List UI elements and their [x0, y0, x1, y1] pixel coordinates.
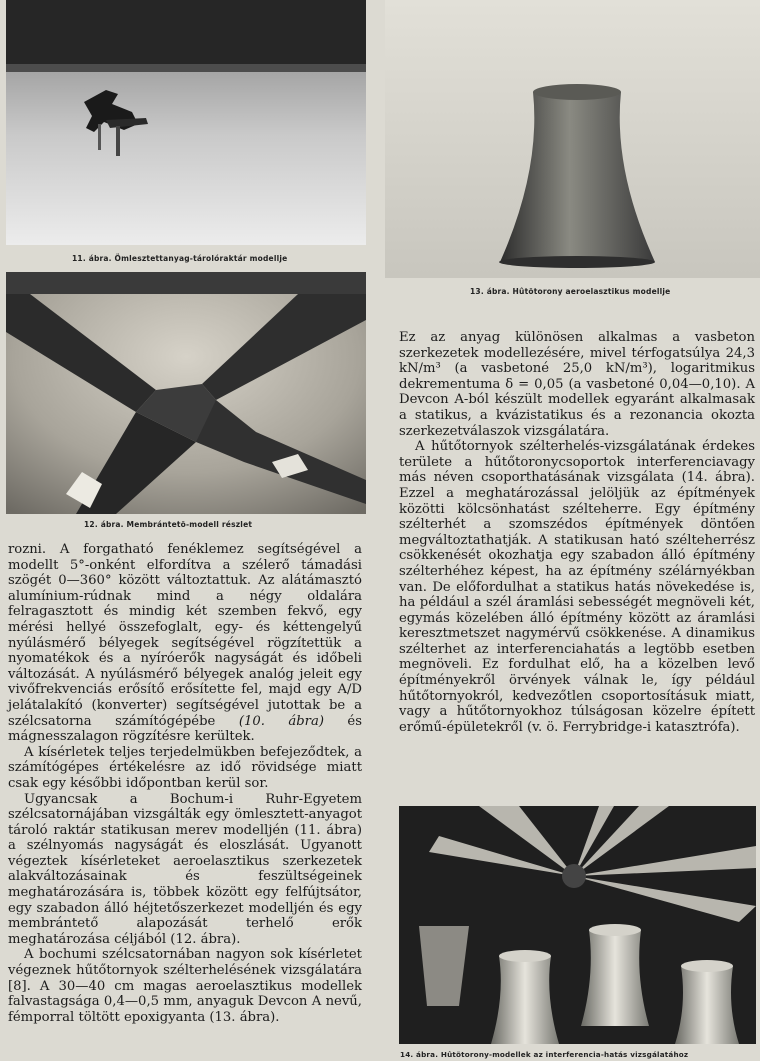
figure-12-caption: 12. ábra. Membrántetõ-modell részlet: [84, 520, 253, 529]
figure-14-caption: 14. ábra. Hûtõtorony-modellek az interferencia-hatás vizsgálatához: [400, 1050, 689, 1059]
left-paragraph-4: A bochumi szélcsatornában nagyon sok kísérletet végeznek hűtőtornyok szélterhelésének vizsgálatára [8]. A 30—40 cm magas aeroelasztikus modellek falvastagsága 0,4—0,5 mm, anyaguk Devcon A nevű, fémporral töltött epoxigyanta (13. ábra).: [8, 947, 362, 1025]
figure-10-reference: (10. ábra): [238, 713, 324, 729]
right-paragraph-2: A hűtőtornyok szélterhelés-vizsgálatának érdekes területe a hűtőtoronycsoportok interferenciavagy más néven csoporthatásának vizsgálata (14. ábra). Ezzel a meghatározással jelöljük az építmények közötti kölcsönhatást szélteherre. Egy építmény szélterhét a szomszédos építmények döntően megváltoztathatják. A statikusan ható szélteherrész csökkenését okozhatja egy szabadon álló építmény szélterhéhez képest, ha az építmény szélárnyékban van. De előfordulhat a statikus hatás növekedése is, ha például a szél áramlási sebességét megnöveli két, egymás közelében álló építmény között az áramlási keresztmetszet nagymérvű csökkenése. A dinamikus szélterhet az interferenciahatás a legtöbb esetben megnöveli. Ez fordulhat elő, ha a közelben levő építményekről örvények válnak le, így például hűtőtornyokról, kedvezőtlen csoportosításuk miatt, vagy a hűtőtornyokhoz túlságosan közelre épített erőmű-épületekről (v. ö. Ferrybridge-i katasztrófa).: [399, 439, 755, 735]
figure-13-caption: 13. ábra. Hûtõtorony aeroelasztikus modellje: [470, 287, 671, 296]
left-paragraph-3: Ugyancsak a Bochum-i Ruhr-Egyetem szélcsatornájában vizsgálták egy ömlesztett-anyagot tároló raktár statikusan merev modelljén (11. ábra) a szélnyomás nagyságát és eloszlását. Ugyanott végeztek kísérleteket aeroelasztikus szerkezetek alakváltozásainak és feszültségeinek meghatározására is, többek között egy felfújtsátor, egy szabadon álló héjtetőszerkezet modelljén és egy membrántető alapozását terhelő erők meghatározása céljából (12. ábra).: [8, 791, 362, 947]
right-paragraph-1: Ez az anyag különösen alkalmas a vasbeton szerkezetek modellezésére, mivel térfogatsúlya 24,3 kN/m³ (a vasbetoné 25,0 kN/m³), logaritmikus dekrementuma δ = 0,05 (a vasbetoné 0,04—0,10). A Devcon A-ból készült modellek egyaránt alkalmasak a statikus, a kvázistatikus és a rezonancia okozta szerkezetválaszok vizsgálatára.: [399, 330, 755, 439]
figure-11-photo: [6, 0, 366, 245]
left-paragraph-1-end: és mágnesszalagon rögzítésre kerültek.: [8, 713, 362, 745]
left-paragraph-1: [8, 542, 362, 745]
left-paragraph-1-text: rozni. A forgatható fenéklemez segítségével a modellt 5°-onként elfordítva a szélerő támadási szögét 0—360° között változtattuk. Az alátámasztó alumínium-rúdnak mind a négy oldalára felragasztott és mindig két szemben fekvő, egy mérési hellyé összefoglalt, egy- és kéttengelyű nyúlásmérő bélyegek segítségével rögzítettük a nyomatékok és a nyíróerők nagyságát és időbeli változását. A nyúlásmérő bélyegek analóg jeleit egy vivőfrekvenciás erősítő erősítette fel, majd egy A/D jelátalakító (konverter) segítségével jutottak be a szélcsatorna számítógépébe: [8, 542, 362, 729]
figure-13-photo: [385, 0, 760, 278]
left-paragraph-2: A kísérletek teljes terjedelmükben befejeződtek, a számítógépes értékelésre az idő rövidsége miatt csak egy későbbi időpontban kerül sor.: [8, 744, 362, 791]
left-column: [8, 542, 362, 1025]
figure-14-photo: [399, 806, 756, 1044]
figure-11-caption: 11. ábra. Ömlesztettanyag-tárolóraktár modellje: [72, 254, 288, 263]
figure-12-photo: [6, 272, 366, 514]
right-column: [399, 330, 755, 735]
